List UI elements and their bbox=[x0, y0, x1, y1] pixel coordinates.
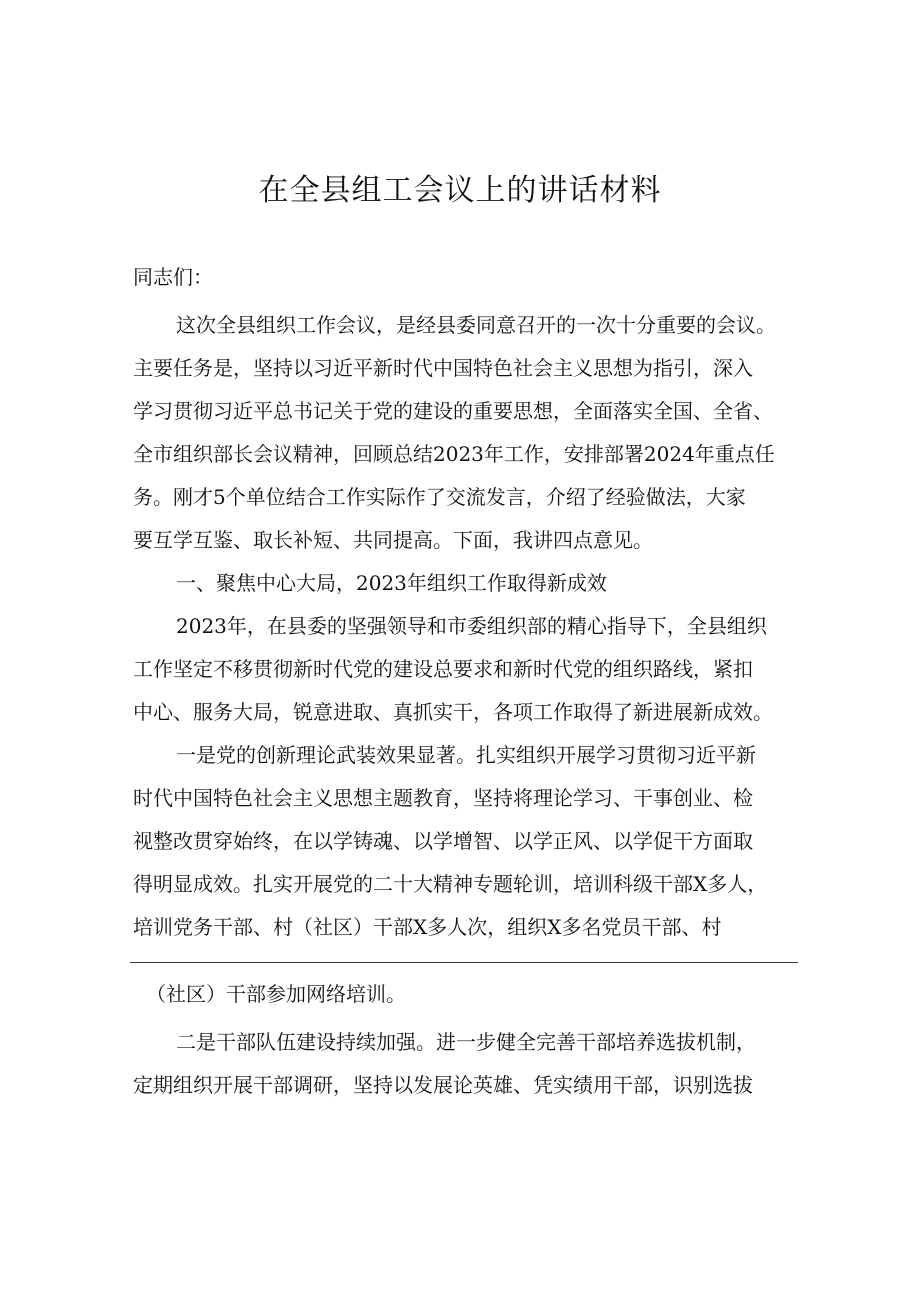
paragraph-line: 培训党务干部、村（社区）干部X多人次，组织X多名党员干部、村 bbox=[133, 915, 722, 939]
page-break-divider bbox=[130, 962, 798, 963]
paragraph-line: 时代中国特色社会主义思想主题教育，坚持将理论学习、干事创业、检 bbox=[133, 786, 753, 810]
paragraph-line: 主要任务是，坚持以习近平新时代中国特色社会主义思想为指引，深入 bbox=[133, 356, 753, 380]
paragraph-line: 这次全县组织工作会议，是经县委同意召开的一次十分重要的会议。 bbox=[176, 313, 776, 337]
section-heading: 一、聚焦中心大局，2023年组织工作取得新成效 bbox=[176, 571, 607, 595]
paragraph-line: 工作坚定不移贯彻新时代党的建设总要求和新时代党的组织路线，紧扣 bbox=[133, 657, 753, 681]
paragraph-line: 2023年，在县委的坚强领导和市委组织部的精心指导下，全县组织 bbox=[176, 614, 767, 638]
salutation: 同志们： bbox=[133, 265, 213, 289]
paragraph-line: 视整改贯穿始终，在以学铸魂、以学增智、以学正风、以学促干方面取 bbox=[133, 829, 753, 853]
document-title: 在全县组工会议上的讲话材料 bbox=[258, 173, 662, 208]
paragraph-line: 得明显成效。扎实开展党的二十大精神专题轮训，培训科级干部X多人， bbox=[133, 872, 768, 896]
paragraph-line: 中心、服务大局，锐意进取、真抓实干，各项工作取得了新进展新成效。 bbox=[133, 700, 773, 724]
paragraph-line: 二是干部队伍建设持续加强。进一步健全完善干部培养选拔机制， bbox=[176, 1030, 756, 1054]
paragraph-line: 务。刚才5个单位结合工作实际作了交流发言，介绍了经验做法，大家 bbox=[133, 485, 746, 509]
paragraph-line: 学习贯彻习近平总书记关于党的建设的重要思想，全面落实全国、全省、 bbox=[133, 399, 773, 423]
paragraph-line: 全市组织部长会议精神，回顾总结2023年工作，安排部署2024年重点任 bbox=[133, 442, 775, 466]
paragraph-line: （社区）干部参加网络培训。 bbox=[146, 982, 406, 1006]
paragraph-line: 定期组织开展干部调研，坚持以发展论英雄、凭实绩用干部，识别选拔 bbox=[133, 1073, 753, 1097]
paragraph-line: 一是党的创新理论武装效果显著。扎实组织开展学习贯彻习近平新 bbox=[176, 743, 756, 767]
paragraph-line: 要互学互鉴、取长补短、共同提高。下面，我讲四点意见。 bbox=[133, 528, 653, 552]
